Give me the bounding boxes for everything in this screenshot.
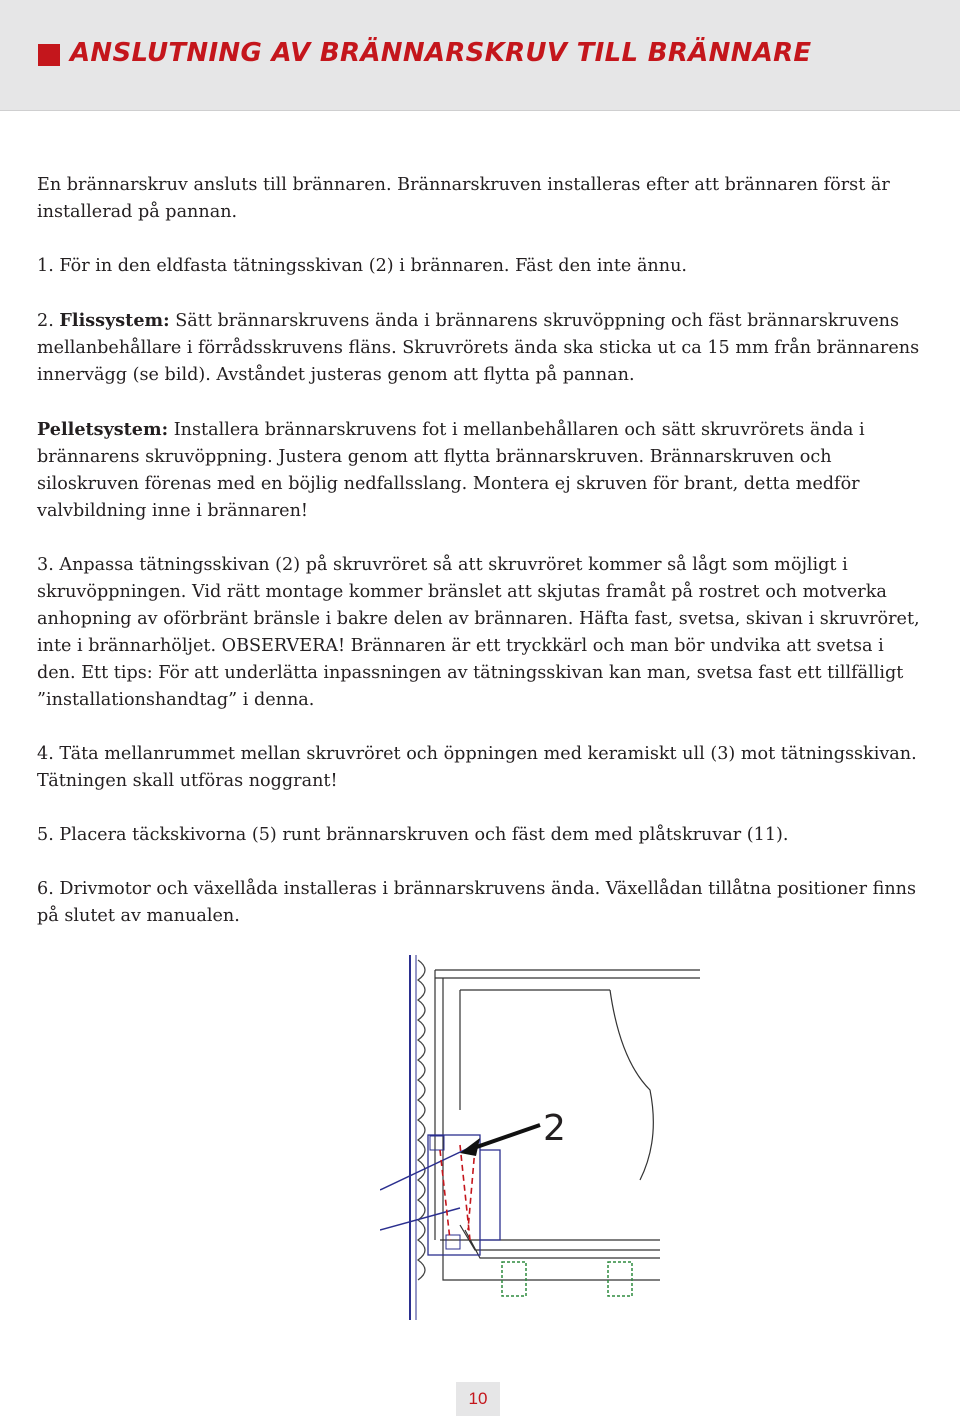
- burner-bottom: [440, 1225, 660, 1280]
- step-1: 1. För in den eldfasta tätningsskivan (2) i brännaren. Fäst den inte ännu.: [37, 256, 688, 276]
- page-number: 10: [456, 1382, 500, 1416]
- body-text: [37, 172, 921, 957]
- step-6: 6. Drivmotor och växellåda installeras i brännarskruvens ända. Växellådan tillåtna positioner finns på slutet av manualen.: [37, 879, 917, 926]
- burner-frame-left: [435, 970, 460, 1240]
- figure-label-2: 2: [543, 1108, 566, 1149]
- label-arrow-line: [468, 1125, 540, 1150]
- bolt-left: [502, 1262, 526, 1296]
- insulation-wave: [418, 960, 425, 1280]
- installation-diagram: [380, 940, 700, 1320]
- intro-paragraph: En brännarskruv ansluts till brännaren. Brännarskruven installeras efter att brännaren först är installerad på pannan.: [37, 175, 890, 222]
- header-accent-square: [38, 44, 60, 66]
- burner-frame-top: [435, 970, 700, 990]
- step-2: [37, 307, 921, 389]
- corner-box-bottom: [446, 1235, 460, 1249]
- sealing-block-edge: [480, 1150, 500, 1240]
- step-2-text: Sätt brännarskruvens ända i brännarens skruvöppning och fäst brännarskruvens mellanbehållare i förrådsskruvens fläns. Skruvrörets ända ska sticka ut ca 15 mm från brännarens innervägg (se bild). Avståndet justeras genom att flytta på pannan.: [37, 311, 920, 385]
- step-3: 3. Anpassa tätningsskivan (2) på skruvröret så att skruvröret kommer så lågt som möjligt i skruvöppningen. Vid rätt montage kommer bränslet att skjutas framåt på rostret och motverka anhopning av oförbränt bränsle i bakre delen av brännaren. Häfta fast, svetsa, skivan i skruvröret, inte i brännarhöljet. OBSERVERA! Brännaren är ett tryckkärl och man bör undvika att svetsa i den. Ett tips: För att underlätta inpassningen av tätningsskivan kan man, svetsa fast ett tillfälligt ”installationshandtag” i denna.: [37, 555, 920, 710]
- page-title: ANSLUTNING AV BRÄNNARSKRUV TILL BRÄNNARE: [70, 38, 812, 68]
- page-header: [0, 0, 960, 111]
- label-arrow-head: [460, 1138, 480, 1156]
- pellet-system: [37, 416, 921, 525]
- step-2-number: 2.: [37, 311, 54, 331]
- step-2-label: Flissystem:: [59, 310, 170, 331]
- step-5: 5. Placera täckskivorna (5) runt brännarskruven och fäst dem med plåtskruvar (11).: [37, 825, 789, 845]
- corner-box-top: [430, 1136, 444, 1150]
- burner-inner-curve: [610, 990, 653, 1180]
- bolt-right: [608, 1262, 632, 1296]
- pellet-label: Pelletsystem:: [37, 419, 169, 440]
- pellet-text: Installera brännarskruvens fot i mellanbehållaren och sätt skruvrörets ända i brännarens skruvöppning. Justera genom att flytta brännarskruven. Brännarskruven och siloskruven förenas med en böjlig nedfallsslang. Montera ej skruven för brant, detta medför valvbildning inne i brännaren!: [37, 420, 865, 521]
- step-4: 4. Täta mellanrummet mellan skruvröret och öppningen med keramiskt ull (3) mot tätningsskivan. Tätningen skall utföras noggrant!: [37, 744, 917, 791]
